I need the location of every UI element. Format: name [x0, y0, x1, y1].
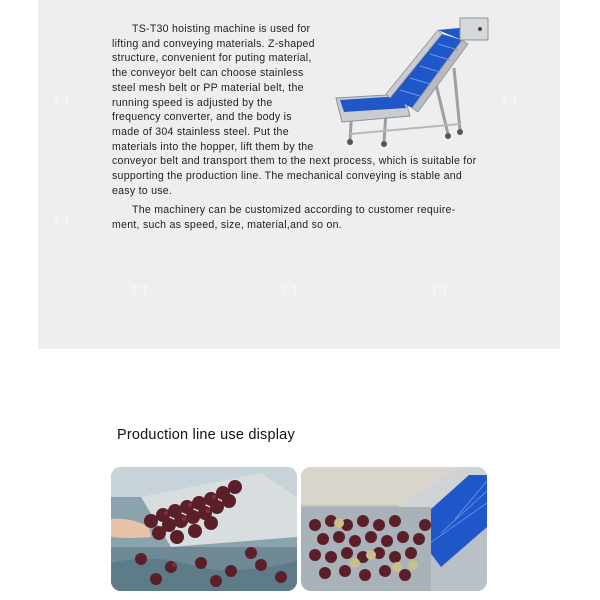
hoisting-machine-image [330, 16, 492, 148]
watermark-logo-icon: TT [280, 282, 302, 298]
customization-paragraph: The machinery can be customized according to customer require-ment, such as speed, size, material,and so on. [112, 204, 456, 232]
production-photo-conveyor [301, 467, 487, 591]
product-description [112, 22, 480, 233]
watermark-logo-icon: TT [52, 92, 74, 108]
watermark-logo-icon: TT [52, 212, 74, 228]
watermark-logo-icon: TT [500, 92, 522, 108]
description-paragraph: TS-T30 hoisting machine is used for lifting and conveying materials. Z-shaped structure, convenient for puting material, the conveyor belt can choose stainless steel mesh belt or PP material belt, the running speed is adjusted by the frequency converter, and the body is made of 304 stainless steel. Put the materials into the hopper, lift them by the conveyor belt and transport them to the next process, which is suitable for supporting the production line. The mechanical conveying is stable and easy to use. [112, 23, 477, 197]
production-photo-washing [111, 467, 297, 591]
watermark-logo-icon: TT [130, 282, 152, 298]
section-title: Production line use display [117, 427, 295, 443]
watermark-logo-icon: TT [430, 282, 452, 298]
